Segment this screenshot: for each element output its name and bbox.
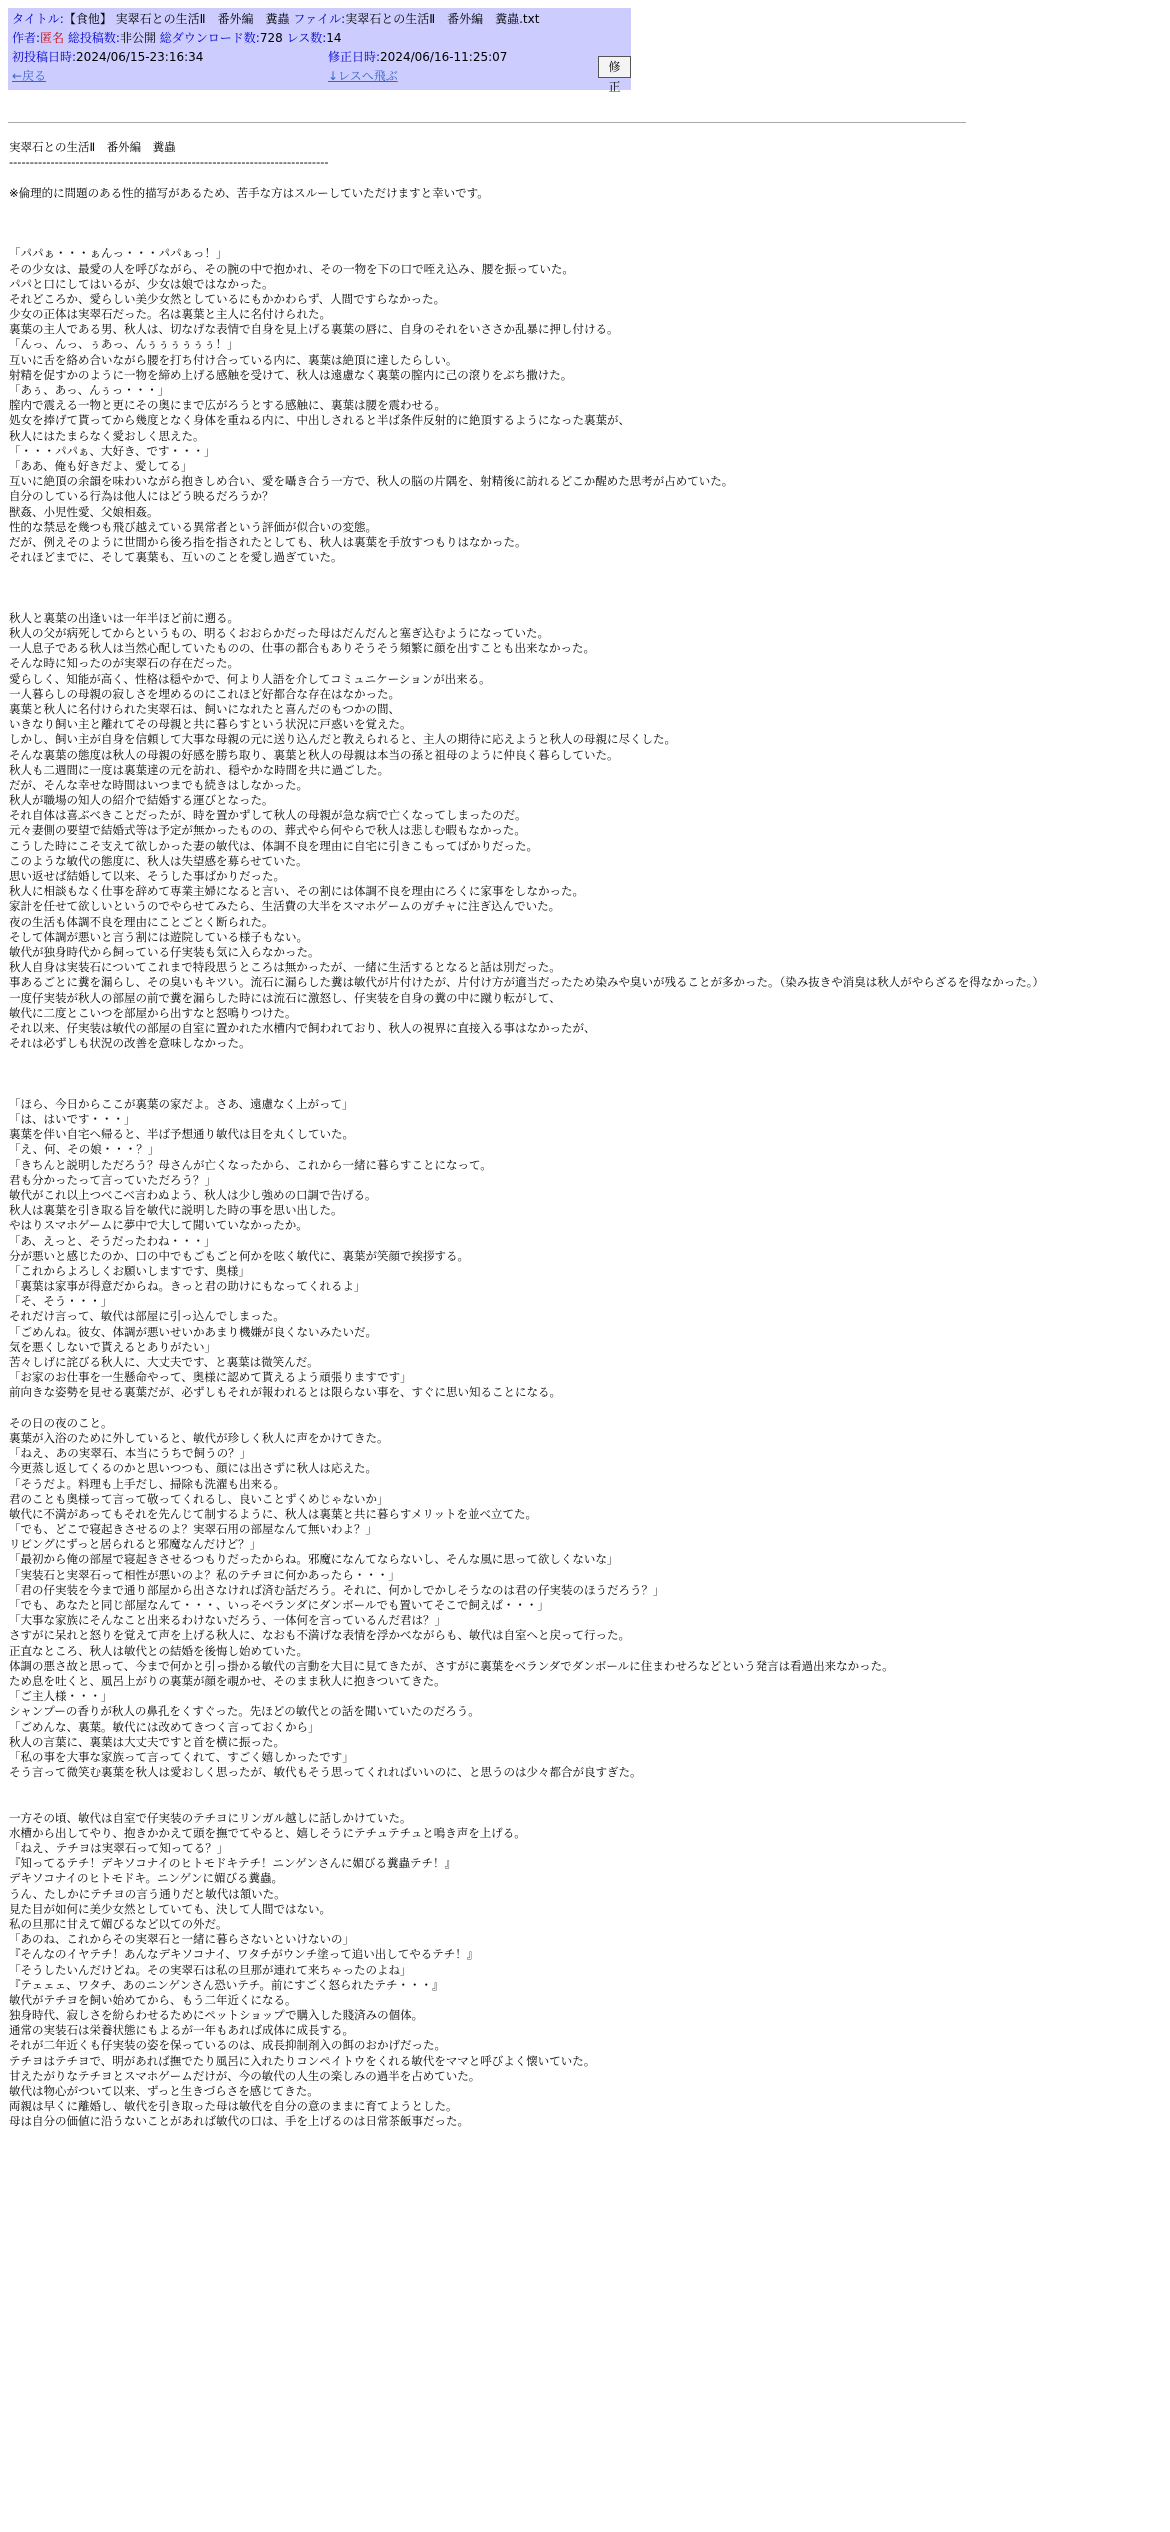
blank-line	[9, 596, 1167, 611]
story-line: 「そうしたいんだけどね。その実翠石は私の旦那が連れて来ちゃったのよね」	[9, 1962, 412, 1977]
story-line: 苦々しげに詫びる秋人に、大丈夫です、と裏葉は微笑んだ。	[9, 1355, 319, 1369]
story-line: 「ほら、今日からここが裏葉の家だよ。さあ、遠慮なく上がって」	[9, 1096, 354, 1111]
jump-to-replies-link[interactable]: ↓レスへ飛ぶ	[328, 69, 398, 83]
story-line: 敏代がテチヨを飼い始めてから、もう二年近くになる。	[9, 1992, 297, 2007]
story-line: 「君の仔実装を今まで通り部屋から出さなければ済む話だろう。それに、何かしでかしそうなのは君の仔実装のほうだろう？」	[9, 1582, 665, 1597]
story-line: リビングにずっと居られると邪魔なんだけど？」	[9, 1537, 262, 1552]
total-posts-value: 非公開	[119, 31, 156, 45]
story-line: 裏葉の主人である男、秋人は、切なげな表情で自身を見上げる裏葉の唇に、自身のそれをいささか乱暴に押し付ける。	[9, 322, 619, 337]
story-line: 体調の悪さ故と思って、今まで何かと引っ掛かる敏代の言動を大目に見てきたが、さすがに裏葉をベランダでダンボールに住まわせろなどという発言は看過出来なかった。	[9, 1658, 894, 1673]
story-line: 秋人の言葉に、裏葉は大丈夫ですと首を横に振った。	[9, 1734, 285, 1749]
story-line: 秋人と裏葉の出逢いは一年半ほど前に遡る。	[9, 610, 239, 625]
total-downloads-label: 総ダウンロード数:	[159, 31, 260, 45]
story-line: 母は自分の価値に沿うないことがあれば敏代の口は、手を上げるのは日常茶飯事だった。	[9, 2114, 469, 2129]
story-line: 「実装石と実翠石って相性が悪いのよ？私のテチヨに何かあったら・・・」	[9, 1567, 400, 1582]
story-line: 「あ、えっと、そうだったわね・・・」	[9, 1233, 216, 1248]
story-line: このような敏代の態度に、秋人は失望感を募らせていた。	[9, 853, 308, 868]
story-line: 今更蒸し返してくるのかと思いつつも、顔には出さずに秋人は応えた。	[9, 1461, 377, 1476]
story-line: 敏代が独身時代から飼っている仔実装も気に入らなかった。	[9, 944, 320, 959]
total-downloads-value: 728	[259, 31, 283, 45]
story-line: ※倫理的に問題のある性的描写があるため、苦手な方はスルーしていただけますと幸いです。	[9, 185, 489, 200]
replies-value: 14	[326, 31, 342, 45]
story-line: 自分のしている行為は他人にはどう映るだろうか？	[9, 489, 274, 504]
story-line: 一人暮らしの母親の寂しさを埋めるのにこれほど好都合な存在はなかった。	[9, 686, 400, 701]
blank-line	[9, 565, 1167, 580]
story-line: それだけ言って、敏代は部屋に引っ込んでしまった。	[9, 1309, 285, 1324]
blank-line	[9, 231, 1167, 246]
story-line: 裏葉が入浴のために外していると、敏代が珍しく秋人に声をかけてきた。	[9, 1430, 389, 1445]
story-line: 甘えたがりなテチヨとスマホゲームだけが、今の敏代の人生の楽しみの過半を占めていた。	[9, 2068, 481, 2083]
story-line: 水槽から出してやり、抱きかかえて頭を撫でてやると、嬉しそうにテチュテチュと鳴き声を上げる。	[9, 1825, 526, 1840]
story-line: それほどまでに、そして裏葉も、互いのことを愛し過ぎていた。	[9, 550, 343, 565]
story-line: 性的な禁忌を幾つも飛び越えている異常者という評価が似合いの変態。	[9, 519, 377, 534]
story-line: 敏代は物心がついて以来、ずっと生きづらさを感じてきた。	[9, 2084, 319, 2098]
file-name: 実翠石との生活Ⅱ 番外編 糞蟲.txt	[345, 12, 540, 26]
story-line: 少女の正体は実翠石だった。名は裏葉と主人に名付けられた。	[9, 307, 331, 322]
title-label: タイトル:	[12, 12, 64, 26]
blank-line	[9, 1401, 1167, 1416]
first-post-label: 初投稿日時:	[12, 50, 77, 64]
story-body	[9, 140, 1167, 2130]
story-line: 秋人が職場の知人の紹介で結婚する運びとなった。	[9, 793, 274, 808]
file-label: ファイル:	[293, 12, 346, 26]
story-line: -----------------------------------------------------------------------------	[9, 155, 329, 170]
story-line: 「最初から俺の部屋で寝起きさせるつもりだったからね。邪魔になんてならないし、そんな風に思って欲しくないな」	[9, 1552, 619, 1567]
author-label: 作者:	[12, 31, 41, 45]
story-line: 「私の事を大事な家族って言ってくれて、すごく嬉しかったです」	[9, 1749, 354, 1764]
story-line: 思い返せば結婚して以来、そうした事ばかりだった。	[9, 869, 285, 883]
story-line: それどころか、愛らしい美少女然としているにもかかわらず、人間ですらなかった。	[9, 291, 446, 306]
story-line: 事あるごとに糞を漏らし、その臭いもキツい。流石に漏らした糞は敏代が片付けたが、片付け方が適当だったため染みや臭いが残ることが多かった。（染み抜きや消臭は秋人がやらざるを得なかった。）	[9, 975, 1044, 990]
story-line: ため息を吐くと、風呂上がりの裏葉が顔を覗かせ、そのまま秋人に抱きついてきた。	[9, 1673, 446, 1688]
modified-date-group	[328, 48, 507, 67]
story-line: デキソコナイのヒトモドキ。ニンゲンに媚びる糞蟲。	[9, 1871, 284, 1886]
story-line: 処女を捧げて貰ってから幾度となく身体を重ねる内に、中出しされると半ば条件反射的に絶頂するようになった裏葉が、	[9, 413, 630, 428]
story-line: こうした時にこそ支えて欲しかった妻の敏代は、体調不良を理由に自宅に引きこもってばかりだった。	[9, 838, 538, 853]
story-line: だが、例えそのように世間から後ろ指を指されたとしても、秋人は裏葉を手放すつもりはなかった。	[9, 534, 527, 549]
story-line: 「ああ、俺も好きだよ、愛してる」	[9, 458, 193, 473]
blank-line	[9, 216, 1167, 231]
story-line: 君のことも奥様って言って敬ってくれるし、良いことずくめじゃないか」	[9, 1491, 389, 1506]
total-posts-label: 総投稿数:	[67, 31, 120, 45]
story-line: そんな裏葉の態度は秋人の母親の好感を勝ち取り、裏葉と秋人の母親は本当の孫と祖母のように仲良く暮らしていた。	[9, 747, 619, 762]
story-line: そんな時に知ったのが実翠石の存在だった。	[9, 656, 239, 671]
story-line: それ以来、仔実装は敏代の部屋の自室に置かれた水槽内で飼われており、秋人の視界に直接入る事はなかったが、	[9, 1020, 596, 1035]
story-line: 裏葉を伴い自宅へ帰ると、半ば予想通り敏代は目を丸くしていた。	[9, 1127, 354, 1142]
author-name: 匿名	[40, 31, 65, 45]
story-line: 秋人自身は実装石についてこれまで特段思うところは無かったが、一緒に生活するとなると話は別だった。	[9, 960, 561, 975]
story-line: その少女は、最愛の人を呼びながら、その腕の中で抱かれ、その一物を下の口で咥え込み、腰を振っていた。	[9, 261, 574, 276]
story-line: 「ごめんな、裏葉。敏代には改めてきつく言っておくから」	[9, 1719, 320, 1734]
story-line: 一方その頃、敏代は自室で仔実装のテチヨにリンガル越しに話しかけていた。	[9, 1810, 412, 1825]
story-line: 「は、はいです・・・」	[9, 1112, 136, 1126]
story-line: 「でも、あなたと同じ部屋なんて・・・、いっそベランダにダンボールでも置いてそこで飼えば・・・」	[9, 1598, 549, 1612]
post-info-box	[8, 8, 631, 94]
story-line: 見た目が如何に美少女然としていても、決して人間ではない。	[9, 1901, 331, 1916]
author-row	[12, 29, 627, 48]
title-row	[12, 10, 627, 29]
story-line: テチヨはテチヨで、明があれば撫でたり風呂に入れたりコンペイトウをくれる敏代をママと呼びよく懐いていた。	[9, 2053, 596, 2068]
story-line: 「そ、そう・・・」	[9, 1294, 113, 1309]
story-line: 君も分かったって言っていただろう？」	[9, 1172, 216, 1187]
story-line: 秋人は裏葉を引き取る旨を敏代に説明した時の事を思い出した。	[9, 1203, 343, 1218]
edit-button[interactable]: 修正	[598, 56, 631, 78]
story-line: そして体調が悪いと言う割には遊院している様子もない。	[9, 929, 308, 944]
story-line: 「んっ、んっ、ぅあっ、んぅぅぅぅぅぅ！」	[9, 337, 239, 352]
blank-line	[9, 1780, 1167, 1795]
nav-row	[12, 67, 627, 86]
story-line: 「え、何、その娘・・・？」	[9, 1142, 160, 1157]
story-line: 秋人に相談もなく仕事を辞めて専業主婦になると言い、その割には体調不良を理由にろくに家事をしなかった。	[9, 884, 584, 899]
story-line: パパと口にしてはいるが、少女は娘ではなかった。	[9, 276, 274, 291]
story-line: 敏代に不満があってもそれを先んじて制するように、秋人は裏葉と共に暮らすメリットを並べ立てた。	[9, 1506, 537, 1521]
story-line: さすがに呆れと怒りを覚えて声を上げる秋人に、なおも不満げな表情を浮かべながらも、敏代は自室へと戻って行った。	[9, 1628, 630, 1643]
story-line: 「でも、どこで寝起きさせるのよ？実翠石用の部屋なんて無いわよ？」	[9, 1522, 377, 1537]
story-line: 「きちんと説明しただろう？母さんが亡くなったから、これから一緒に暮らすことになって。	[9, 1157, 492, 1172]
story-line: 両親は早くに離婚し、敏代を引き取った母は敏代を自分の意のままに育てようとした。	[9, 2099, 458, 2114]
story-line: やはりスマホゲームに夢中で大して聞いていなかったか。	[9, 1218, 308, 1233]
blank-line	[9, 201, 1167, 216]
story-line: 独身時代、寂しさを紛らわせるためにペットショップで購入した賤済みの個体。	[9, 2008, 424, 2023]
story-line: 「そうだよ。料理も上手だし、掃除も洗濯も出来る。	[9, 1476, 285, 1491]
story-line: その日の夜のこと。	[9, 1415, 113, 1430]
story-line: しかし、飼い主が自身を信頼して大事な母親の元に送り込んだと教えられると、主人の期待に応えようと秋人の母親に尽くした。	[9, 732, 676, 747]
modified-label: 修正日時:	[328, 50, 381, 64]
blank-line	[9, 1795, 1167, 1810]
story-line: 通常の実装石は栄養状態にもよるが一年もあれば成体に成長する。	[9, 2023, 354, 2038]
story-line: 「ねえ、テチヨは実翠石って知ってる？」	[9, 1841, 229, 1855]
story-line: 裏葉と秋人に名付けられた実翠石は、飼いになれたと喜んだのもつかの間、	[9, 701, 400, 716]
story-line: 「これからよろしくお願いしますです、奥様」	[9, 1263, 250, 1278]
story-line: 愛らしく、知能が高く、性格は穏やかで、何より人語を介してコミュニケーションが出来る。	[9, 671, 491, 686]
story-line: それ自体は喜ぶべきことだったが、時を置かずして秋人の母親が急な病で亡くなってしまったのだ。	[9, 808, 527, 823]
story-line: 獣姦、小児性愛、父娘相姦。	[9, 504, 159, 519]
story-line: 「大事な家族にそんなこと出来るわけないだろう、一体何を言っているんだ君は？」	[9, 1613, 446, 1628]
story-line: 「裏葉は家事が得意だからね。きっと君の助けにもなってくれるよ」	[9, 1279, 366, 1294]
story-line: 「あのね、これからその実翠石と一緒に暮らさないといけないの」	[9, 1932, 354, 1947]
story-line: 『テェェェ、ワタチ、あのニンゲンさん恐いテチ。前にすごく怒られたテチ・・・』	[9, 1977, 444, 1992]
divider	[8, 122, 966, 123]
story-line: 実翠石との生活Ⅱ 番外編 糞蟲	[9, 140, 176, 154]
story-line: 敏代がこれ以上つべこべ言わぬよう、秋人は少し強めの口調で告げる。	[9, 1187, 377, 1202]
story-line: 元々妻側の要望で結婚式等は予定が無かったものの、葬式やら何やらで秋人は悲しむ暇もなかった。	[9, 823, 526, 838]
story-line: 一度仔実装が秋人の部屋の前で糞を漏らした時には流石に激怒し、仔実装を自身の糞の中に蹴り転がして、	[9, 990, 561, 1005]
story-line: 気を悪くしないで貰えるとありがたい」	[9, 1339, 216, 1354]
story-line: 「・・・パパぁ、大好き、です・・・」	[9, 443, 216, 458]
blank-line	[9, 580, 1167, 595]
blank-line	[9, 1082, 1167, 1097]
story-line: 秋人にはたまらなく愛おしく思えた。	[9, 428, 205, 443]
story-line: 分が悪いと感じたのか、口の中でもごもごと何かを呟く敏代に、裏葉が笑顔で挨拶する。	[9, 1248, 469, 1263]
story-line: 家計を任せて欲しいというのでやらせてみたら、生活費の大半をスマホゲームのガチャに注ぎ込んでいた。	[9, 899, 561, 914]
story-line: 敏代に二度とこいつを部屋から出すなと怒鳴りつけた。	[9, 1005, 297, 1020]
replies-label: レス数:	[286, 31, 327, 45]
story-line: 「ごめんね。彼女、体調が悪いせいかあまり機嫌が良くないみたいだ。	[9, 1324, 377, 1339]
story-line: 射精を促すかのように一物を締め上げる感触を受けて、秋人は遠慮なく裏葉の膣内に己の滾りをぶち撒けた。	[9, 367, 573, 382]
story-line: 私の旦那に甘えて媚びるなど以ての外だ。	[9, 1916, 228, 1931]
story-line: 前向きな姿勢を見せる裏葉だが、必ずしもそれが報われるとは限らない事を、すぐに思い知ることになる。	[9, 1385, 561, 1400]
story-line: 夜の生活も体調不良を理由にことごとく断られた。	[9, 914, 274, 929]
story-line: 「お家のお仕事を一生懸命やって、奥様に認めて貰えるよう頑張りますです」	[9, 1370, 412, 1385]
story-line: 膣内で震える一物と更にその奥にまで広がろうとする感触に、裏葉は腰を震わせる。	[9, 398, 446, 413]
story-line: 秋人の父が病死してからというもの、明るくおおらかだった母はだんだんと塞ぎ込むようになっていた。	[9, 626, 550, 640]
story-line: それは必ずしも状況の改善を意味しなかった。	[9, 1036, 251, 1051]
blank-line	[9, 170, 1167, 185]
story-line: だが、そんな幸せな時間はいつまでも続きはしなかった。	[9, 777, 308, 792]
back-link[interactable]: ←戻る	[12, 69, 47, 83]
story-line: いきなり飼い主と離れてその母親と共に暮らすという状況に戸惑いを覚えた。	[9, 717, 412, 732]
story-line: 『知ってるテチ！デキソコナイのヒトモドキテチ！ニンゲンさんに媚びる糞蟲テチ！』	[9, 1856, 457, 1871]
story-line: うん、たしかにテチヨの言う通りだと敏代は頷いた。	[9, 1886, 286, 1901]
story-line: 「ご主人様・・・」	[9, 1689, 113, 1704]
story-line: 互いに絶頂の余韻を味わいながら抱きしめ合い、愛を囁き合う一方で、秋人の脳の片隅を、射精後に訪れるどこか醒めた思考が占めていた。	[9, 474, 734, 489]
modified-date: 2024/06/16-11:25:07	[380, 50, 508, 64]
story-line: 一人息子である秋人は当然心配していたものの、仕事の都合もありそうそう頻繁に顔を出すことも出来なかった。	[9, 641, 596, 656]
blank-line	[9, 1066, 1167, 1081]
story-line: 「あぅ、あっ、んぅっ・・・」	[9, 383, 170, 397]
story-line: シャンプーの香りが秋人の鼻孔をくすぐった。先ほどの敏代との話を聞いていたのだろう。	[9, 1704, 480, 1719]
dates-row	[12, 48, 627, 67]
story-line: 秋人も二週間に一度は裏葉達の元を訪れ、穏やかな時間を共に過ごした。	[9, 762, 390, 777]
story-line: 正直なところ、秋人は敏代との結婚を後悔し始めていた。	[9, 1643, 308, 1658]
blank-line	[9, 1051, 1167, 1066]
story-line: 互いに舌を絡め合いながら腰を打ち付け合っている内に、裏葉は絶頂に達したらしい。	[9, 352, 458, 367]
first-post-date: 2024/06/15-23:16:34	[76, 50, 204, 64]
story-line: 「パパぁ・・・ぁんっ・・・パパぁっ！」	[9, 246, 228, 261]
story-line: それが二年近くも仔実装の姿を保っているのは、成長抑制剤入の餌のおかげだった。	[9, 2038, 446, 2053]
story-title: 【食他】 実翠石との生活Ⅱ 番外編 糞蟲	[63, 12, 290, 26]
story-line: 「ねえ、あの実翠石、本当にうちで飼うの？」	[9, 1446, 252, 1461]
story-line: 『そんなのイヤテチ！あんなデキソコナイ、ワタチがウンチ塗って追い出してやるテチ！』	[9, 1947, 479, 1962]
story-line: そう言って微笑む裏葉を秋人は愛おしく思ったが、敏代もそう思ってくれればいいのに、と思うのは少々都合が良すぎた。	[9, 1765, 642, 1780]
